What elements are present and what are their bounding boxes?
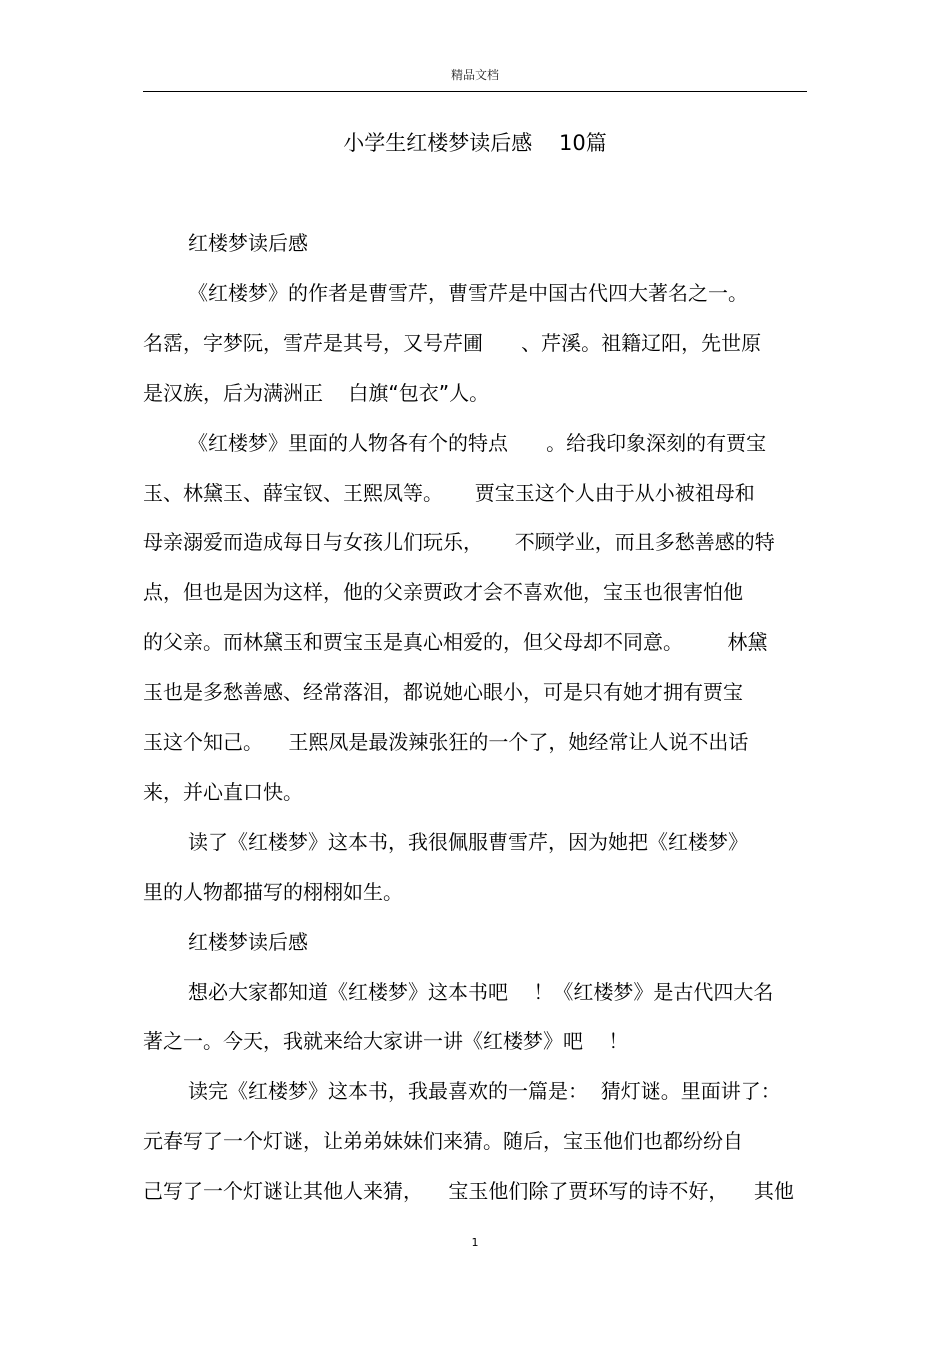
body-text-line: 红楼梦读后感	[188, 231, 308, 255]
body-text-line: 元春写了一个灯谜，让弟弟妹妹们来猜。随后，宝玉他们也都纷纷自	[143, 1129, 743, 1153]
body-text-line: 《红楼梦》里面的人物各有个的特点 。给我印象深刻的有贾宝	[188, 431, 767, 455]
document-title: 小学生红楼梦读后感 10篇	[343, 131, 607, 155]
body-text-line: 是汉族，后为满洲正 白旗“包衣”人。	[143, 381, 490, 405]
body-text-line: 玉这个知己。 王熙凤是最泼辣张狂的一个了，她经常让人说不出话	[143, 730, 749, 754]
body-text-line: 名霑，字梦阮，雪芹是其号，又号芹圃 、芹溪。祖籍辽阳，先世原	[143, 331, 762, 355]
body-text-line: 玉也是多愁善感、经常落泪，都说她心眼小，可是只有她才拥有贾宝	[143, 680, 743, 704]
page-number: 1	[471, 1236, 479, 1249]
body-text-line: 红楼梦读后感	[188, 930, 308, 954]
body-text-line: 里的人物都描写的栩栩如生。	[143, 880, 403, 904]
header-divider	[143, 91, 807, 92]
body-text-line: 读了《红楼梦》这本书，我很佩服曹雪芹，因为她把《红楼梦》	[188, 830, 748, 854]
page-header: 精品文档	[450, 68, 499, 82]
body-text-line: 玉、林黛玉、薛宝钗、王熙凤等。 贾宝玉这个人由于从小被祖母和	[143, 481, 755, 505]
body-text-line: 《红楼梦》的作者是曹雪芹，曹雪芹是中国古代四大著名之一。	[188, 281, 748, 305]
body-text-line: 点，但也是因为这样，他的父亲贾政才会不喜欢他，宝玉也很害怕他	[143, 580, 743, 604]
body-text-line: 己写了一个灯谜让其他人来猜， 宝玉他们除了贾环写的诗不好， 其他	[143, 1179, 794, 1203]
body-text-line: 想必大家都知道《红楼梦》这本书吧 ！《红楼梦》是古代四大名	[188, 980, 774, 1004]
body-text-line: 的父亲。而林黛玉和贾宝玉是真心相爱的，但父母却不同意。 林黛	[143, 630, 768, 654]
body-text-line: 著之一。今天，我就来给大家讲一讲《红楼梦》吧 ！	[143, 1029, 629, 1053]
body-text-line: 来，并心直口快。	[143, 780, 303, 804]
body-text-line: 母亲溺爱而造成每日与女孩儿们玩乐， 不顾学业，而且多愁善感的特	[143, 530, 775, 554]
body-text-line: 读完《红楼梦》这本书，我最喜欢的一篇是： 猜灯谜。里面讲了：	[188, 1079, 781, 1103]
